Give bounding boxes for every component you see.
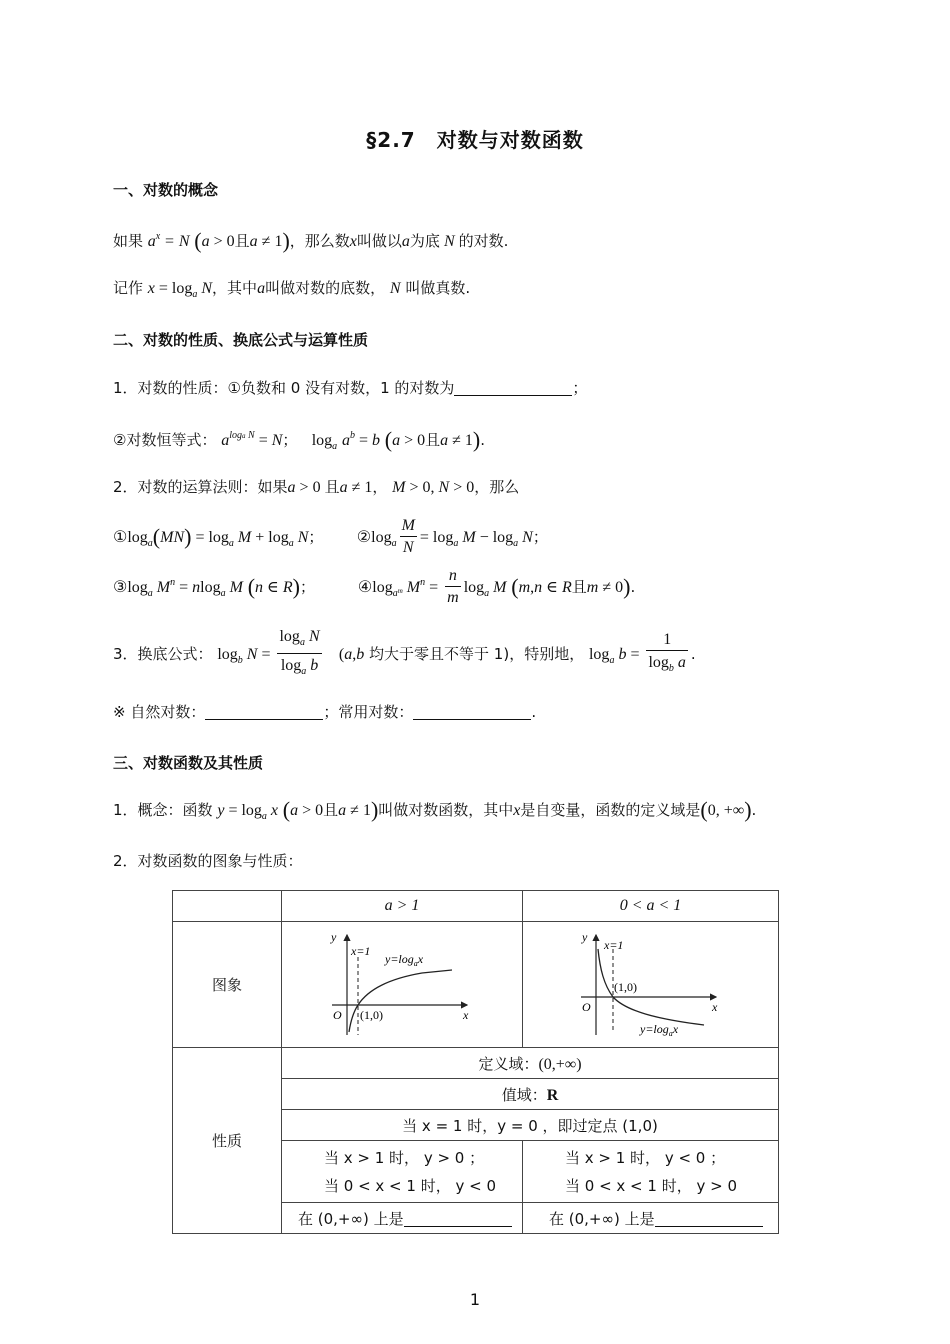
row-label-graph: 图象 bbox=[173, 922, 282, 1048]
property-line-1: 1．对数的性质：①负数和 0 没有对数，1 的对数为 ； bbox=[113, 379, 588, 397]
fixed-point-label: (1,0) bbox=[360, 1007, 383, 1022]
row-label-properties: 性质 bbox=[173, 1048, 282, 1234]
domain-cell: 定义域：(0,+∞) bbox=[282, 1048, 779, 1079]
page-number: 1 bbox=[469, 1290, 481, 1309]
y-label: y bbox=[331, 929, 337, 944]
concept-line-2: 记作 $x = \log_a N$，其中a叫做对数的底数， N 叫做真数. bbox=[113, 279, 471, 300]
sign-cell-decreasing: 当 x > 1 时， y < 0 ； 当 0 < x < 1 时， y > 0 bbox=[523, 1141, 779, 1203]
natural-common-log: ※ 自然对数： ；常用对数： . bbox=[113, 703, 537, 721]
x-eq-1-label: x=1 bbox=[351, 943, 371, 958]
log-curve-increasing bbox=[349, 970, 452, 1032]
graph-properties-intro: 2．对数函数的图象与性质： bbox=[113, 852, 303, 870]
header-a-gt-1: a > 1 bbox=[282, 891, 523, 922]
fixed-point-cell: 当 x = 1 时，y = 0 ，即过定点 (1,0) bbox=[282, 1110, 779, 1141]
x-eq-1-label: x=1 bbox=[603, 937, 623, 952]
header-a-lt-1: 0 < a < 1 bbox=[523, 891, 779, 922]
range-cell: 值域：R bbox=[282, 1079, 779, 1110]
concept-line-1: 如果 $a^x = N$ (a > 0且a ≠ 1)，那么数x叫做以a为底 N 的对数. bbox=[113, 228, 509, 253]
curve-label-increasing: $y=\log_ax$ bbox=[385, 951, 424, 968]
curve-label-decreasing: $y=\log_ax$ bbox=[639, 1021, 678, 1038]
sign-cell-increasing: 当 x > 1 时， y > 0 ； 当 0 < x < 1 时， y < 0 bbox=[282, 1141, 523, 1203]
graph-cell-increasing bbox=[282, 922, 523, 1048]
corner-cell bbox=[173, 891, 282, 922]
section-1-heading: 一、对数的概念 bbox=[113, 181, 219, 199]
log-function-concept: 1．概念：函数 $y = \log_a x$ (a > 0且a ≠ 1)叫做对数函数，其中x是自变量，函数的定义域是(0, +∞). bbox=[113, 797, 757, 822]
page-title: §2.7 对数与对数函数 bbox=[366, 128, 584, 152]
origin-label: O bbox=[333, 1007, 342, 1022]
section-2-heading: 二、对数的性质、换底公式与运算性质 bbox=[113, 331, 369, 349]
graph-decreasing bbox=[576, 927, 726, 1039]
fixed-point-label: (1,0) bbox=[613, 979, 637, 994]
monotonic-cell-decreasing: 在 (0,+∞) 上是 bbox=[523, 1203, 779, 1234]
rules-line: 2．对数的运算法则：如果a > 0 且a ≠ 1， M > 0, N > 0，那么 bbox=[113, 478, 520, 496]
change-of-base: 3．换底公式： $\log_b N$ = $\frac{\log_a N}{\log_a b}$ (a,b 均大于零且不等于 1)，特别地， $\log_a b$ = $\frac{1}{\log_b a}$ . bbox=[113, 628, 696, 677]
rule-1-2: $①\log_a(MN) = \log_a M + \log_a N$； $②\log_a$ $\frac{M}{N}$ = $\log_a M - \log_a N$； bbox=[113, 517, 548, 556]
section-3-heading: 三、对数函数及其性质 bbox=[113, 754, 264, 772]
graph-cell-decreasing bbox=[523, 922, 779, 1048]
x-label: x bbox=[711, 999, 717, 1014]
monotonic-cell-increasing: 在 (0,+∞) 上是 bbox=[282, 1203, 523, 1234]
properties-table bbox=[172, 890, 779, 1234]
y-label: y bbox=[581, 929, 587, 944]
graph-increasing bbox=[327, 927, 477, 1039]
property-line-2: ②对数恒等式： $a^{loga N} = N$； $\log_a a^b = b$ (a > 0且a ≠ 1). bbox=[113, 427, 486, 452]
rule-3-4: $③\log_a$ $M^n = nlog_a$ M (n ∈ R)； $④\log_{a^m}$ $M^n$ = $\frac{n}{m}$ $\log_a M$ (m,n ∈ R且m ≠ 0). bbox=[113, 567, 636, 606]
x-label: x bbox=[463, 1007, 469, 1022]
origin-label: O bbox=[581, 999, 591, 1014]
